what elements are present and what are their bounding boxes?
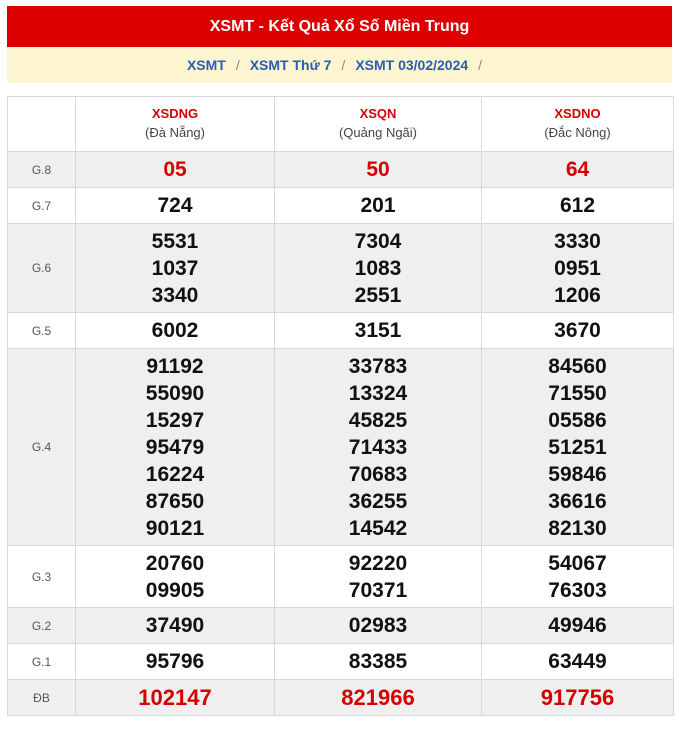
- prize-label: G.1: [8, 644, 76, 680]
- prize-number: 63449: [548, 650, 607, 673]
- province-name: (Đắc Nông): [544, 125, 611, 140]
- province-header: [275, 97, 482, 152]
- prize-number: 76303: [548, 578, 607, 602]
- prize-number: 70371: [348, 578, 408, 602]
- prize-row: [8, 680, 674, 716]
- prize-cell: [275, 349, 482, 546]
- prize-number: 05: [163, 158, 187, 181]
- prize-number: 02983: [348, 614, 408, 637]
- page-title: XSMT - Kết Quả Xổ Số Miền Trung: [209, 17, 470, 35]
- prize-row: [8, 224, 674, 313]
- prize-number: 55090: [145, 381, 205, 405]
- prize-cell: [76, 313, 275, 349]
- header-corner-cell: [8, 97, 76, 152]
- prize-label: G.6: [8, 224, 76, 313]
- prize-cell: [275, 188, 482, 224]
- prize-cell: [275, 644, 482, 680]
- prize-cell: [76, 224, 275, 313]
- prize-cell: [76, 608, 275, 644]
- prize-cell: [482, 188, 674, 224]
- breadcrumb-separator: /: [341, 57, 346, 73]
- prize-number: 1083: [354, 256, 402, 280]
- prize-number: 201: [360, 194, 396, 217]
- breadcrumb-separator: /: [478, 57, 483, 73]
- prize-cell: [482, 546, 674, 608]
- prize-number: 95796: [145, 650, 205, 673]
- prize-number: 05586: [548, 408, 607, 432]
- prize-number: 71433: [348, 435, 408, 459]
- prize-number: 15297: [145, 408, 205, 432]
- prize-label: G.5: [8, 313, 76, 349]
- breadcrumb-item-xsmt[interactable]: XSMT: [186, 57, 226, 73]
- province-header: [76, 97, 275, 152]
- prize-number: 16224: [145, 462, 205, 486]
- prize-row: [8, 644, 674, 680]
- prize-number: 2551: [354, 283, 402, 307]
- prize-number: 90121: [145, 516, 205, 540]
- prize-number: 92220: [348, 551, 408, 575]
- province-code[interactable]: XSDNO: [554, 106, 601, 121]
- province-name: (Quảng Ngãi): [338, 125, 418, 140]
- prize-number: 0951: [554, 256, 601, 280]
- province-code[interactable]: XSDNG: [151, 106, 199, 121]
- prize-number: 45825: [348, 408, 408, 432]
- prize-number: 3340: [151, 283, 199, 307]
- prize-number: 36255: [348, 489, 408, 513]
- prize-cell: [76, 152, 275, 188]
- page-header: [7, 6, 672, 47]
- prize-label: G.8: [8, 152, 76, 188]
- prize-number: 91192: [146, 354, 204, 378]
- prize-cell: [482, 608, 674, 644]
- prize-number: 1206: [554, 283, 601, 307]
- prize-number: 51251: [548, 435, 607, 459]
- prize-row: [8, 349, 674, 546]
- prize-number: 49946: [548, 614, 607, 637]
- prize-number: 917756: [540, 685, 615, 710]
- prize-number: 724: [157, 194, 193, 217]
- prize-number: 7304: [354, 229, 402, 253]
- prize-cell: [76, 188, 275, 224]
- prize-cell: [482, 224, 674, 313]
- prize-cell: [482, 152, 674, 188]
- prize-number: 6002: [151, 319, 199, 342]
- province-header: [482, 97, 674, 152]
- prize-row: [8, 608, 674, 644]
- prize-cell: [76, 680, 275, 716]
- table-header-row: [8, 97, 674, 152]
- prize-number: 95479: [145, 435, 205, 459]
- prize-number: 612: [559, 194, 596, 217]
- prize-number: 13324: [348, 381, 408, 405]
- prize-number: 70683: [348, 462, 408, 486]
- prize-number: 37490: [145, 614, 205, 637]
- prize-cell: [275, 152, 482, 188]
- prize-number: 14542: [348, 516, 408, 540]
- prize-number: 33783: [348, 354, 408, 378]
- prize-number: 3151: [354, 319, 402, 342]
- prize-cell: [482, 349, 674, 546]
- breadcrumb-item-xsmt-date[interactable]: XSMT 03/02/2024: [355, 57, 469, 73]
- prize-number: 84560: [548, 354, 607, 378]
- prize-number: 821966: [341, 685, 415, 710]
- breadcrumb-separator: /: [235, 57, 240, 73]
- prize-number: 3670: [554, 319, 601, 342]
- prize-cell: [275, 608, 482, 644]
- prize-number: 36616: [548, 489, 607, 513]
- prize-label: ĐB: [8, 680, 76, 716]
- prize-cell: [76, 349, 275, 546]
- prize-label: G.7: [8, 188, 76, 224]
- breadcrumb-item-xsmt-thu-7[interactable]: XSMT Thứ 7: [249, 57, 332, 73]
- prize-number: 87650: [145, 489, 205, 513]
- prize-cell: [275, 313, 482, 349]
- prize-number: 59846: [548, 462, 607, 486]
- prize-cell: [275, 680, 482, 716]
- prize-label: G.2: [8, 608, 76, 644]
- prize-cell: [275, 224, 482, 313]
- prize-number: 5531: [151, 229, 199, 253]
- prize-number: 102147: [138, 685, 212, 710]
- prize-number: 54067: [548, 551, 607, 575]
- prize-number: 64: [565, 158, 590, 181]
- prize-number: 20760: [145, 551, 205, 575]
- prize-row: [8, 546, 674, 608]
- prize-cell: [482, 680, 674, 716]
- prize-number: 3330: [554, 229, 601, 253]
- breadcrumb: [7, 47, 672, 83]
- prize-label: G.3: [8, 546, 76, 608]
- prize-number: 82130: [548, 516, 607, 540]
- prize-row: [8, 152, 674, 188]
- prize-number: 83385: [348, 650, 408, 673]
- prize-cell: [76, 644, 275, 680]
- prize-number: 50: [366, 158, 390, 181]
- prize-cell: [482, 313, 674, 349]
- prize-cell: [76, 546, 275, 608]
- prize-number: 1037: [151, 256, 199, 280]
- prize-row: [8, 313, 674, 349]
- prize-label: G.4: [8, 349, 76, 546]
- province-name: (Đà Nẵng): [145, 125, 205, 140]
- prize-cell: [275, 546, 482, 608]
- prize-row: [8, 188, 674, 224]
- province-code[interactable]: XSQN: [359, 106, 397, 121]
- prize-number: 09905: [145, 578, 205, 602]
- prize-cell: [482, 644, 674, 680]
- prize-number: 71550: [548, 381, 607, 405]
- results-table: [7, 96, 674, 716]
